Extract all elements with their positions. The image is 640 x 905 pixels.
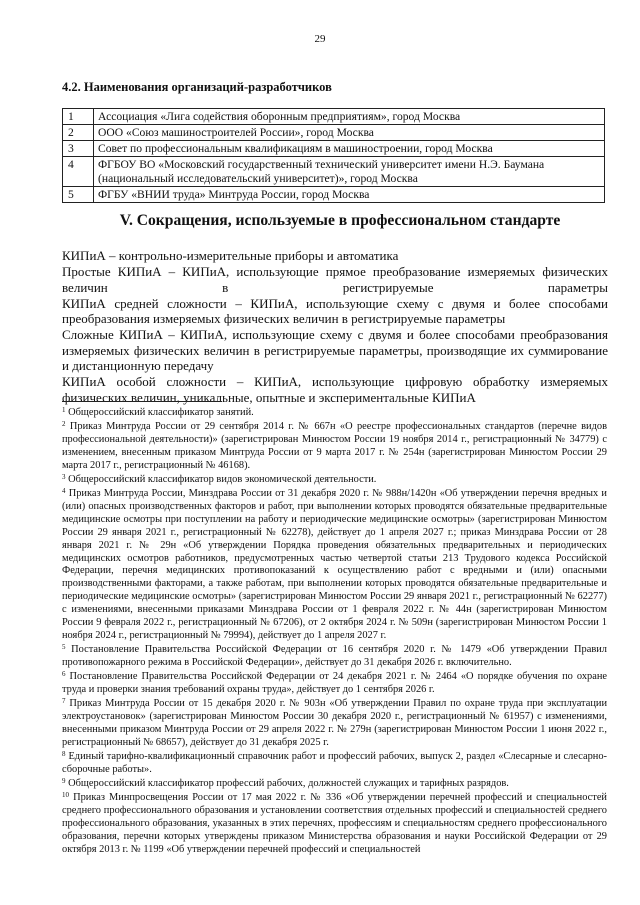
footnote (62, 778, 607, 791)
abbreviation-entry: КИПиА – контрольно-измерительные приборы и автоматика (62, 248, 399, 263)
footnote-text: Общероссийский классификатор профессий рабочих, должностей служащих и тарифных разрядов. (65, 777, 509, 789)
footnote-mark: 8 (62, 749, 66, 758)
footnote (62, 792, 607, 857)
row-number: 1 (63, 109, 94, 125)
developer-organizations-table (62, 108, 605, 203)
footnote-separator (62, 401, 222, 402)
organization-name: Совет по профессиональным квалификациям в машиностроении, город Москва (94, 141, 605, 157)
footnote (62, 671, 607, 697)
footnote-mark: 5 (62, 643, 66, 652)
row-number: 2 (63, 125, 94, 141)
footnote-text: Приказ Минтруда России, Минздрава России от 31 декабря 2020 г. № 988н/1420н «Об утверждении перечня вредных и (или) опасных производственных факторов и работ, при выполнении которых проводятся обязательные предварительные медицинские осмотры при поступлении на работу и периодические медицинские осмотры» (зарегистрирован Минюстом России 29 января 2021 г., регистрационный № 62278), действует до 1 апреля 2027 г.; приказ Минздрава России от 28 января 2021 г. № 29н «Об утверждении Порядка проведения обязательных предварительных и периодических медицинских осмотров работников, предусмотренных частью четвертой статьи 213 Трудового кодекса Российской Федерации, перечня медицинских противопоказаний к осуществлению работ с вредными и (или) опасными производственными факторами, а также работам, при выполнении которых проводятся обязательные предварительные и периодические медицинские осмотры» (зарегистрирован Минюстом России 29 января 2021 г., регистрационный № 62277) с изменениями, внесенными приказами Минздрава России от 1 февраля 2022 г. № 44н (зарегистрирован Минюстом России 9 февраля 2022 г., регистрационный № 67206), от 2 октября 2024 г. № 509н (зарегистрирован Минюстом России 1 ноября 2024 г., регистрационный № 79994), действует до 1 апреля 2027 г. (62, 488, 607, 641)
abbreviation-entry: КИПиА средней сложности – КИПиА, использующие схему с двумя и более способами преобразования измеряемых физических величин в регистрируемые параметры (62, 295, 608, 326)
footnote-mark: 4 (62, 487, 66, 495)
chapter-title: V. Сокращения, используемые в профессиональном стандарте (119, 212, 561, 229)
abbreviation-entry: Сложные КИПиА – КИПиА, использующие схему с двумя и более способами преобразования измеряемых физических величин в регистрируемые параметры, производящие их суммирование и дистанционную передачу (62, 327, 608, 373)
row-number: 3 (63, 141, 94, 157)
footnote-text: Приказ Минтруда России от 29 сентября 2014 г. № 667н «О реестре профессиональных стандартов (перечне видов профессиональной деятельности)» (зарегистрирован Минюстом России 19 ноября 2014 г., регистрационный № 34779) с изменением, внесенным приказом Минтруда России от 9 марта 2017 г. № 254н (зарегистрирован Минюстом России 29 марта 2017 г., регистрационный № 46168). (62, 421, 607, 471)
table-row (63, 187, 605, 203)
footnote-mark: 3 (62, 472, 66, 481)
footnote-text: Постановление Правительства Российской Федерации от 24 декабря 2021 г. № 2464 «О порядке обучения по охране труда и проверки знания требований охраны труда», действует до 1 сентября 2026 г. (62, 671, 607, 695)
footnote-mark: 7 (62, 697, 66, 706)
table-row (63, 125, 605, 141)
footnote (62, 644, 607, 670)
organization-name: Ассоциация «Лига содействия оборонным предприятиям», город Москва (94, 109, 605, 125)
footnotes (62, 407, 607, 858)
organization-name: ООО «Союз машиностроителей России», город Москва (94, 125, 605, 141)
footnote-text: Общероссийский классификатор занятий. (65, 407, 254, 418)
footnote-mark: 9 (62, 776, 66, 785)
footnote-mark: 2 (62, 420, 66, 429)
footnote-text: Приказ Минпросвещения России от 17 мая 2022 г. № 336 «Об утверждении перечней профессий и специальностей среднего профессионального образования и установлении соответствия отдельных профессий и специальностей среднего профессионального образования, указанных в этих перечнях, профессиям и специальностям среднего профессионального образования, перечни которых утверждены приказом Министерства образования и науки Российской Федерации от 29 октября 2013 г. № 1199 «Об утверждении перечней профессий и специальностей (62, 791, 607, 855)
footnote-mark: 6 (62, 670, 66, 679)
footnote-text: Единый тарифно-квалификационный справочник работ и профессий рабочих, выпуск 2, раздел «Слесарные и слесарно-сборочные работы». (62, 750, 607, 775)
table-row (63, 157, 605, 187)
footnote (62, 407, 607, 420)
row-number: 4 (63, 157, 94, 187)
organization-name: ФГБУ «ВНИИ труда» Минтруда России, город Москва (94, 187, 605, 203)
table-row (63, 109, 605, 125)
page-number: 29 (314, 33, 326, 45)
table-row (63, 141, 605, 157)
organization-name: ФГБОУ ВО «Московский государственный технический университет имени Н.Э. Баумана (национальный исследовательский университет)», город Москва (94, 157, 605, 187)
footnote-mark: 10 (62, 790, 69, 799)
footnote-text: Общероссийский классификатор видов экономической деятельности. (65, 473, 377, 485)
footnote-text: Постановление Правительства Российской Федерации от 16 сентября 2020 г. № 1479 «Об утверждении Правил противопожарного режима в Российской Федерации», действует до 31 декабря 2026 г. включительно. (62, 644, 607, 668)
section-heading: 4.2. Наименования организаций-разработчиков (62, 80, 332, 94)
abbreviation-entry: Простые КИПиА – КИПиА, использующие прямое преобразование измеряемых физических величин в регистрируемые параметры (62, 264, 608, 295)
footnote (62, 488, 607, 643)
row-number: 5 (63, 187, 94, 203)
footnote-mark: 1 (62, 406, 66, 414)
footnote-text: Приказ Минтруда России от 15 декабря 2020 г. № 903н «Об утверждении Правил по охране труда при эксплуатации электроустановок» (зарегистрирован Минюстом России 30 декабря 2020 г., регистрационный № 61957) с изменениями, внесенными приказом Минтруда России от 29 апреля 2022 г. № 279н (зарегистрирован Минюстом России 1 июня 2022 г., регистрационный № 68657), действует до 31 декабря 2025 г. (62, 698, 607, 748)
abbreviation-entry: КИПиА особой сложности – КИПиА, использующие цифровую обработку измеряемых физических величин, уникальные, опытные и экспериментальные КИПиА (62, 374, 608, 405)
footnote (62, 751, 607, 777)
footnote (62, 698, 607, 750)
footnote (62, 474, 607, 487)
footnote (62, 421, 607, 473)
abbreviations-list (62, 248, 608, 406)
